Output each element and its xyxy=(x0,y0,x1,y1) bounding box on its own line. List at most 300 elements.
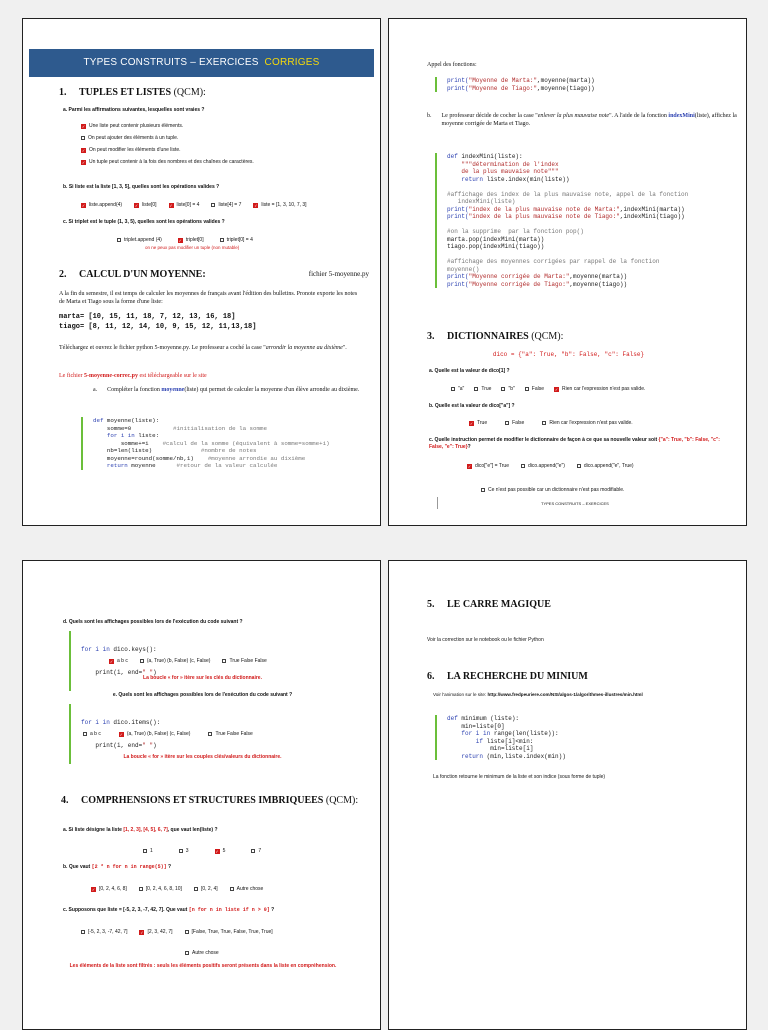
code-text: ,moyenne(marta)) xyxy=(537,77,595,84)
marta-list: marta= [10, 15, 11, 18, 7, 12, 13, 16, 18] xyxy=(59,313,236,321)
option-label: True xyxy=(481,386,492,392)
option[interactable] xyxy=(208,731,252,737)
option[interactable] xyxy=(577,463,634,469)
option-label: True xyxy=(477,420,488,426)
checked-box-icon: ✓ xyxy=(140,929,144,935)
checkbox-icon xyxy=(220,238,224,242)
option-label: 5 xyxy=(222,848,226,854)
code-text: liste.index(min(liste)) xyxy=(483,175,570,183)
code-text: dico.items(): xyxy=(109,719,161,726)
question-a-options xyxy=(81,123,254,165)
option-label: dico.append("e", True) xyxy=(583,463,634,469)
question-2a xyxy=(93,387,363,395)
code-text: print(i, end= xyxy=(81,741,143,749)
option-label: True False False xyxy=(215,731,253,737)
code-keyword: for i in xyxy=(93,432,135,439)
checked-box-icon: ✓ xyxy=(554,386,559,392)
question-text: c. Supposons que liste = [-5, 2, 3, -7, 42, 7]. Que vaut xyxy=(63,907,189,913)
option[interactable] xyxy=(521,463,565,469)
section-number: 4. xyxy=(61,795,69,806)
option[interactable] xyxy=(505,420,524,426)
checkbox-icon xyxy=(474,387,478,391)
checkbox-icon xyxy=(577,464,581,468)
checkbox-icon xyxy=(194,887,198,891)
option[interactable] xyxy=(185,950,219,956)
code-text: min=liste[0] xyxy=(447,722,505,730)
option-label: Autre chose xyxy=(236,886,264,892)
code-keyword: def xyxy=(447,715,458,722)
question-value: [1, 2, 3], [4, 5], 6, 7] xyxy=(123,827,168,833)
code-text: ,indexMini(tiago)) xyxy=(619,213,685,220)
question-e-note: La boucle « for » itère sur les couples clés/valeurs du dictionnaire. xyxy=(123,754,282,760)
checkbox-icon xyxy=(208,732,212,736)
code-line xyxy=(447,281,747,289)
checked-box-icon: ✓ xyxy=(469,420,474,426)
option[interactable] xyxy=(119,731,191,737)
option-label: liste[0] xyxy=(142,202,157,208)
option[interactable] xyxy=(222,658,266,664)
question-b: b. Si liste est la liste [1, 3, 5], quelles sont les opérations valides ? xyxy=(63,184,220,190)
question-3a: a. Quelle est la valeur de dico[1] ? xyxy=(429,368,510,374)
code-text: somme+=i xyxy=(93,439,163,447)
option[interactable] xyxy=(211,202,241,208)
question-text: c. Quelle instruction permet de modifier le dictionnaire de façon à ce que sa nouvelle valeur soit xyxy=(429,437,659,443)
option[interactable] xyxy=(117,237,162,243)
code-keyword: for i in xyxy=(81,646,110,653)
option[interactable] xyxy=(81,147,254,153)
code-keyword: for i in xyxy=(447,730,491,737)
option[interactable] xyxy=(525,386,544,392)
checkbox-icon xyxy=(211,203,215,207)
question-label: b. xyxy=(427,113,432,119)
option-label: (a, True) (b, False) (c, False) xyxy=(146,658,211,664)
paragraph-text-end: ". xyxy=(342,345,347,351)
checkbox-icon xyxy=(542,421,546,425)
option-label: triplet[0] xyxy=(185,237,204,243)
code-text: minimum (liste): xyxy=(457,715,520,722)
question-4c-last-option xyxy=(185,942,219,960)
question-d-options xyxy=(109,658,267,664)
code-keyword: print( xyxy=(447,205,469,213)
code-text: ,indexMini(marta)) xyxy=(619,205,685,213)
banner-highlight: CORRIGES xyxy=(264,57,320,68)
question-d-note: La boucle « for » itère sur les clés du dictionnaire. xyxy=(143,675,262,681)
section-number: 3. xyxy=(427,331,435,342)
question-text-end: ? xyxy=(269,907,275,913)
paragraph-text: Téléchargez et ouvrez le fichier python 5-moyenne.py. Le professeur a coché la case " xyxy=(59,345,266,351)
option-label: On peut modifier les éléments d'une liste. xyxy=(89,147,181,153)
page-3 xyxy=(22,560,381,1030)
option[interactable] xyxy=(81,159,254,165)
checkbox-icon xyxy=(81,136,85,140)
code-comment: #initialisation de la somme xyxy=(173,424,267,432)
checkbox-icon xyxy=(481,488,485,492)
section-file: fichier 5-moyenne.py xyxy=(308,270,369,278)
option-label: 7 xyxy=(258,848,262,854)
option-label: Rien car l'expression n'est pas valide. xyxy=(562,386,646,392)
option-label: Autre chose xyxy=(192,950,219,956)
page-2 xyxy=(388,18,747,526)
option[interactable] xyxy=(81,929,127,935)
code-block-minimum xyxy=(435,715,627,760)
checked-box-icon: ✓ xyxy=(109,658,114,664)
section-tail: (QCM): xyxy=(171,87,206,98)
checked-box-icon: ✓ xyxy=(467,463,472,469)
question-text: Le professeur décide de cocher la case " xyxy=(441,113,538,119)
checkbox-icon xyxy=(83,732,87,736)
checkbox-icon xyxy=(505,421,509,425)
section-6-label: Voir l'animation sur le site: xyxy=(433,692,488,697)
section-number: 5. xyxy=(427,599,435,610)
question-text-end: , que vaut len(liste) ? xyxy=(167,827,218,833)
banner-title: TYPES CONSTRUITS – EXERCICES xyxy=(83,57,259,68)
section-3-heading xyxy=(427,331,563,342)
code-line xyxy=(93,440,373,448)
checked-box-icon: ✓ xyxy=(81,123,86,129)
option[interactable] xyxy=(481,487,624,493)
question-3c-options xyxy=(467,463,634,469)
code-keyword: print( xyxy=(447,213,469,220)
option-label: On peut ajouter des éléments à un tuple. xyxy=(88,135,179,141)
code-text: ,moyenne(tiago)) xyxy=(569,280,628,288)
option-label: True False False xyxy=(229,658,267,664)
checkbox-icon xyxy=(451,387,455,391)
section-1-heading xyxy=(59,87,206,98)
option[interactable] xyxy=(467,463,509,469)
code-text: (min,liste.index(min)) xyxy=(483,752,566,760)
checkbox-icon xyxy=(185,930,189,934)
code-block-indexmini xyxy=(435,153,747,288)
code-string: " " xyxy=(142,741,154,749)
code-line xyxy=(93,432,373,440)
function-name: moyenne xyxy=(161,387,185,393)
option-label: Ce n'est pas possible car un dictionnaire n'est pas modifiable. xyxy=(488,487,625,493)
question-c-note: on ne peux pas modifier un tuple (non mutable) xyxy=(145,245,240,250)
checkbox-icon xyxy=(81,930,85,934)
question-4b-options xyxy=(91,886,263,892)
code-line xyxy=(447,723,627,731)
option-label: [-5, 2, 3, -7, 42, 7] xyxy=(88,929,128,935)
question-text-end: ? xyxy=(467,444,471,450)
code-line xyxy=(93,447,373,455)
option[interactable] xyxy=(81,123,254,129)
option[interactable] xyxy=(185,929,273,935)
code-keyword: print( xyxy=(447,273,469,280)
question-3b: b. Quelle est la valeur de dico["a"] ? xyxy=(429,403,515,409)
checkbox-icon xyxy=(185,951,189,955)
option-label: liste[0] = 4 xyxy=(176,202,200,208)
code-string: "Moyenne de Marta:" xyxy=(468,77,538,84)
code-text: ) xyxy=(153,668,157,676)
page-1 xyxy=(22,18,381,526)
dico-definition: dico = {"a": True, "b": False, "c": False} xyxy=(492,351,645,358)
code-keyword: for i in xyxy=(81,719,110,726)
checkbox-icon xyxy=(117,238,121,242)
option-label: triplet[0] = 4 xyxy=(226,237,253,243)
section-6-conclusion: La fonction retourne le minimum de la liste et son indice (sous forme de tuple) xyxy=(433,774,606,780)
code-line xyxy=(447,715,627,723)
section-5-heading xyxy=(427,599,551,610)
checked-box-icon: ✓ xyxy=(254,202,258,208)
option[interactable] xyxy=(169,202,200,208)
code-comment: #calcul de la somme (équivalent à somme=somme+i) xyxy=(162,439,330,447)
calls-label: Appel des fonctions: xyxy=(427,62,477,68)
code-text: dico.keys(): xyxy=(109,646,157,653)
question-a: a. Parmi les affirmations suivantes, lesquelles sont vraies ? xyxy=(63,107,205,113)
code-spacer xyxy=(447,251,747,259)
checked-box-icon: ✓ xyxy=(178,237,182,243)
checkbox-icon xyxy=(222,659,226,663)
section-title: DICTIONNAIRES xyxy=(447,331,529,342)
code-line xyxy=(447,738,627,746)
code-spacer xyxy=(447,221,747,229)
code-comment: #retour de la valeur calculée xyxy=(176,462,278,469)
animation-link[interactable]: http://www.fredpeuriere.com/NSI/algos-1/algorithmes-illustres/min.html xyxy=(487,692,643,697)
option[interactable] xyxy=(139,886,182,892)
option-label: 1 xyxy=(150,848,153,854)
checked-box-icon: ✓ xyxy=(169,202,173,208)
option[interactable] xyxy=(179,848,189,854)
code-string: " " xyxy=(142,668,154,676)
code-string: "Moyenne corrigée de Tiago:" xyxy=(468,280,570,288)
section-5-text: Voir la correction sur le notebook ou le fichier Python xyxy=(427,637,544,643)
question-label: a. xyxy=(93,387,98,393)
checked-box-icon: ✓ xyxy=(91,886,96,892)
title-banner xyxy=(29,49,374,77)
question-text-end: (liste) qui permet de calculer la moyenne d'un élève arrondie au dixième. xyxy=(184,387,360,393)
code-keyword: def xyxy=(93,417,104,424)
option[interactable] xyxy=(139,929,172,935)
section-tail: (QCM): xyxy=(528,331,564,342)
code-text: indexMini(liste): xyxy=(457,153,523,160)
option[interactable] xyxy=(542,420,632,426)
section-number: 6. xyxy=(427,671,435,682)
option-label: a b c xyxy=(90,731,101,737)
code-line xyxy=(447,176,747,184)
code-keyword: print( xyxy=(447,280,469,288)
code-string: "Moyenne de Tiago:" xyxy=(468,84,538,92)
option-label: Rien car l'expression n'est pas valide. xyxy=(549,420,633,426)
option-label: liste.append(4) xyxy=(89,202,123,208)
code-text: moyenne=round(somme/nb,1) xyxy=(93,454,208,462)
code-keyword: if xyxy=(447,737,484,745)
page-4 xyxy=(388,560,747,1030)
option-label: "b" xyxy=(508,386,515,392)
download-text: Le fichier xyxy=(59,373,84,379)
option[interactable] xyxy=(554,386,645,392)
code-string: "index de la plus mauvaise note de Marta:" xyxy=(468,205,620,213)
code-comment: #affichage des moyennes corrigées par rappel de la fonction xyxy=(447,258,660,265)
code-comment: moyenne() xyxy=(447,265,480,273)
option-label: dico["e"] = True xyxy=(475,463,509,469)
option[interactable] xyxy=(81,135,254,141)
question-text: Compléter la fonction xyxy=(107,387,162,393)
option-label: [0, 2, 4, 6, 8] xyxy=(99,886,127,892)
code-line xyxy=(447,753,627,761)
code-string: "Moyenne corrigée de Marta:" xyxy=(468,273,570,280)
code-line xyxy=(447,161,747,169)
footer-divider xyxy=(437,497,438,509)
option[interactable] xyxy=(251,848,261,854)
paragraph-download xyxy=(59,345,364,353)
code-line xyxy=(93,455,373,463)
code-string: """détermination de l'index xyxy=(447,160,559,168)
code-line xyxy=(447,85,595,93)
section-number: 2. xyxy=(59,269,67,280)
option[interactable] xyxy=(91,886,127,892)
option-label: [2, 3, 42, 7] xyxy=(147,929,173,935)
option-label: False xyxy=(531,386,545,392)
code-keyword: print( xyxy=(447,84,469,92)
code-comment: #affichage des index de la plus mauvaise note, appel de la fonction xyxy=(447,190,689,198)
section-4-heading xyxy=(61,795,358,806)
code-block-moyenne xyxy=(81,417,373,470)
code-keyword: return xyxy=(447,752,484,760)
code-text: ,moyenne(marta)) xyxy=(569,273,628,280)
question-c: c. Si triplet est le tuple (1, 3, 5), quelles sont les opérations valides ? xyxy=(63,219,225,225)
code-keyword: print( xyxy=(447,77,469,84)
code-line xyxy=(447,745,627,753)
code-keyword: return xyxy=(447,175,484,183)
code-line xyxy=(93,425,373,433)
option[interactable] xyxy=(81,202,122,208)
page-footer: TYPES CONSTRUITS – EXERCICES xyxy=(541,501,609,506)
checkbox-icon xyxy=(179,849,183,853)
code-text: moyenne xyxy=(127,462,177,469)
question-text-end: (liste), affichez la moyenne corrigée de Marta et Tiago. xyxy=(441,113,737,127)
checkbox-icon xyxy=(525,387,529,391)
code-string: de la plus mauvaise note""" xyxy=(447,168,559,175)
option[interactable] xyxy=(220,237,253,243)
option-label: 3 xyxy=(185,848,189,854)
option[interactable] xyxy=(178,237,204,243)
code-line xyxy=(93,417,373,425)
option-label: (a, True) (b, False) (c, False) xyxy=(126,731,191,737)
section-title: LA RECHERCHE DU MINIUM xyxy=(447,671,588,682)
option[interactable] xyxy=(194,886,218,892)
option-label: [0, 2, 4, 6, 8, 10] xyxy=(145,886,182,892)
option-label: Un tuple peut contenir à la fois des nombres et des chaînes de caractères. xyxy=(89,159,254,165)
checkbox-icon xyxy=(230,887,234,891)
code-text: print(i, end= xyxy=(81,668,143,676)
checked-box-icon: ✓ xyxy=(134,202,139,208)
section-tail: (QCM): xyxy=(323,795,359,806)
code-text: liste[i]<min: xyxy=(483,737,534,745)
question-e: e. Quels sont les affichages possibles lors de l'exécution du code suivant ? xyxy=(112,692,293,698)
section-6-heading xyxy=(427,671,588,682)
section-number: 1. xyxy=(59,87,67,98)
option[interactable] xyxy=(83,731,101,737)
download-file: 5-moyenne-correc.py xyxy=(83,373,139,379)
checked-box-icon: ✓ xyxy=(215,848,219,854)
option[interactable] xyxy=(501,386,514,392)
checked-box-icon: ✓ xyxy=(119,731,124,737)
question-text-mid: ". A l'aide de la fonction xyxy=(609,113,669,119)
code-line xyxy=(447,213,747,221)
code-line: tiago.pop(indexMini(tiago)) xyxy=(447,243,545,250)
question-3b-options xyxy=(469,420,633,426)
tiago-list: tiago= [8, 11, 12, 14, 10, 9, 15, 12, 11,13,18] xyxy=(59,323,257,331)
code-spacer xyxy=(447,183,747,191)
question-text: a. Si liste désigne la liste xyxy=(63,827,124,833)
question-e-options xyxy=(83,731,253,737)
option-label: Une liste peut contenir plusieurs éléments. xyxy=(89,123,184,129)
option[interactable] xyxy=(469,420,487,426)
option-label: a b c xyxy=(117,658,128,664)
section-title: COMPRHENSIONS ET STRUCTURES IMBRIQUEES xyxy=(81,795,324,806)
question-italic: enlever la plus mauvaise note xyxy=(537,113,610,119)
checkbox-icon xyxy=(501,387,505,391)
question-3c-last-option xyxy=(481,479,624,497)
code-string: "index de la plus mauvaise note de Tiago:" xyxy=(468,213,620,220)
download-text-end: est téléchargeable sur le site xyxy=(138,373,207,379)
question-code: [2 * n for n in range(5)] xyxy=(91,864,167,870)
option[interactable] xyxy=(140,658,211,664)
option-label: False xyxy=(512,420,525,426)
section-title: TUPLES ET LISTES xyxy=(79,87,172,98)
option-label: "a" xyxy=(458,386,465,392)
paragraph-italic: arrondir la moyenne au dixième xyxy=(265,345,343,351)
option-label: liste[4] = 7 xyxy=(218,202,242,208)
question-4c-note: Les éléments de la liste sont filtrés : seuls les éléments positifs seront présents dans la liste en compréhension. xyxy=(69,963,337,969)
download-note xyxy=(59,373,207,381)
question-4a-options xyxy=(143,848,261,854)
code-line xyxy=(447,273,747,281)
checked-box-icon: ✓ xyxy=(81,202,86,208)
section-title: LE CARRE MAGIQUE xyxy=(447,599,551,610)
code-text: nb=len(liste) xyxy=(93,447,201,454)
code-text: moyenne(liste): xyxy=(103,417,160,424)
checked-box-icon: ✓ xyxy=(81,159,86,165)
question-c-options xyxy=(117,237,253,243)
option[interactable] xyxy=(109,658,128,664)
section-colon: : xyxy=(202,269,206,280)
code-comment: indexMini(liste) xyxy=(447,198,516,205)
question-3a-options xyxy=(451,386,645,392)
code-text: min=liste[i] xyxy=(447,745,534,752)
code-comment: #nombre de notes xyxy=(200,447,257,454)
option[interactable] xyxy=(253,202,306,208)
option[interactable] xyxy=(143,848,153,854)
question-4c xyxy=(63,907,274,913)
option[interactable] xyxy=(230,886,264,892)
code-keyword: return xyxy=(93,462,128,469)
code-text: liste: xyxy=(134,432,160,439)
question-b-options xyxy=(81,202,307,208)
question-4b xyxy=(63,864,171,870)
code-line: marta.pop(indexMini(marta)) xyxy=(447,235,545,243)
option[interactable] xyxy=(451,386,464,392)
code-text: ) xyxy=(153,741,157,749)
option[interactable] xyxy=(134,202,156,208)
option-label: [0, 2, 4] xyxy=(200,886,218,892)
checked-box-icon: ✓ xyxy=(81,147,86,153)
option[interactable] xyxy=(474,386,491,392)
code-text: somme=0 xyxy=(93,424,174,432)
code-text: ,moyenne(tiago)) xyxy=(537,84,595,92)
checkbox-icon xyxy=(139,887,143,891)
code-comment: #on la supprime par la fonction pop() xyxy=(447,228,584,235)
option[interactable] xyxy=(215,848,226,854)
question-4c-options xyxy=(81,929,273,935)
code-keyword: def xyxy=(447,153,458,160)
question-d: d. Quels sont les affichages possibles lors de l'exécution du code suivant ? xyxy=(63,619,243,625)
code-text: range(len(liste)): xyxy=(490,730,559,737)
code-line xyxy=(93,462,373,470)
code-line xyxy=(447,168,747,176)
paragraph-intro: A la fin du semestre, il est temps de calculer les moyennes de français avant l'édition des bulletins. Pronote exporte les notes de Marta et Tiago sous la forme d'une liste: xyxy=(59,291,358,305)
question-text-end: ? xyxy=(166,864,172,870)
